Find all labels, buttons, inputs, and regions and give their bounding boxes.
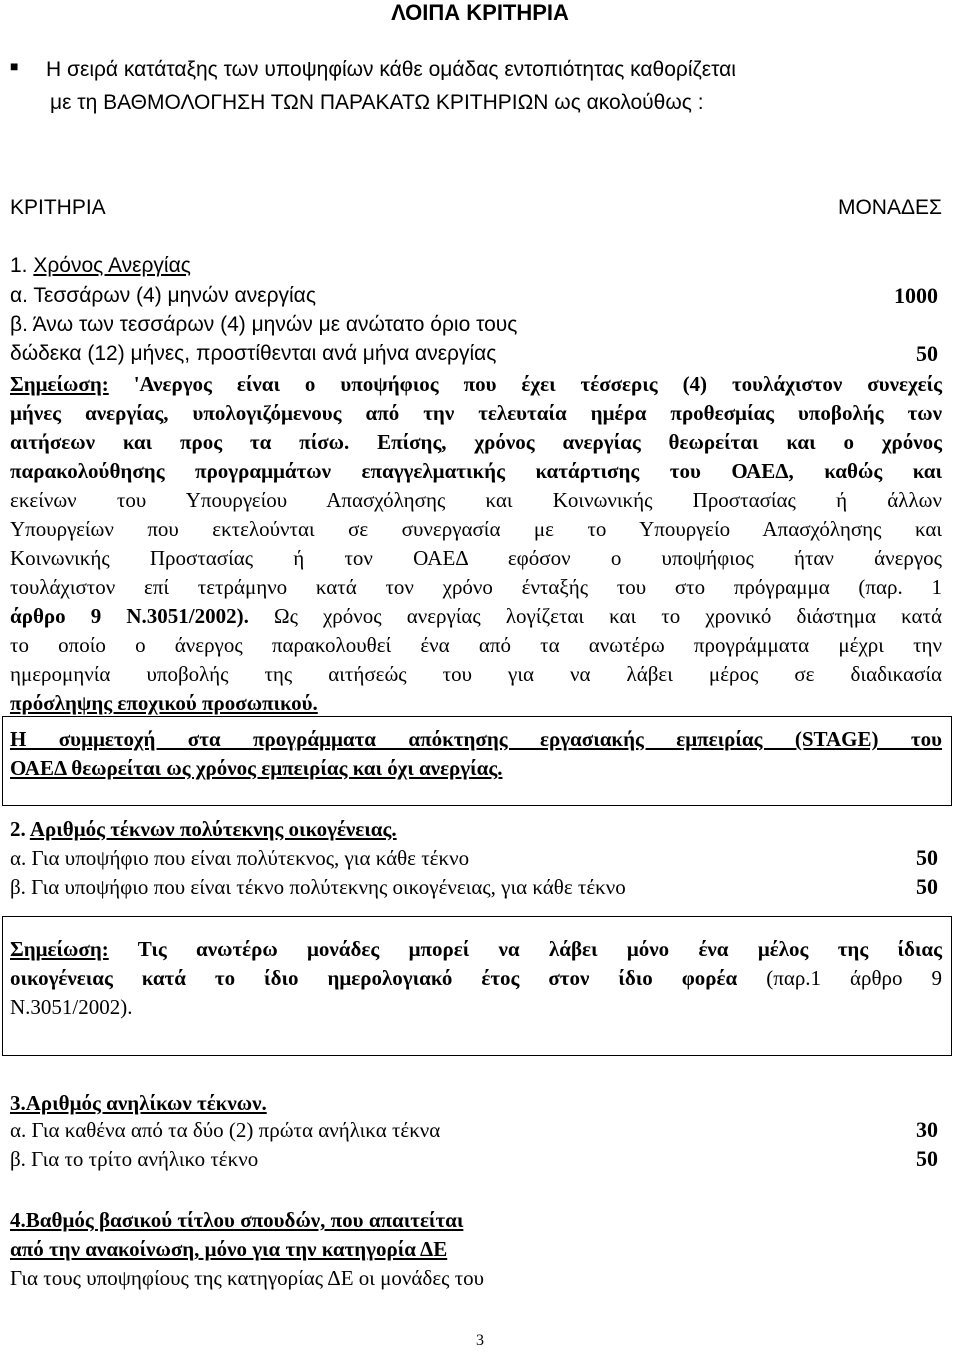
section2-number: 2.	[10, 817, 26, 841]
note1-line-5: εκείνων του Υπουργείου Απασχόλησης και Κοινωνικής Προστασίας ή άλλων	[10, 488, 942, 512]
note2-line-1	[10, 937, 942, 962]
note1-line-3: αιτήσεων και προς τα πίσω. Επίσης, χρόνος ανεργίας θεωρείται και ο χρόνος	[10, 430, 942, 454]
units-heading: ΜΟΝΑΔΕΣ	[837, 196, 942, 219]
note1-line-9-text: Ως χρόνος ανεργίας λογίζεται και το χρονικό διάστημα κατά	[248, 604, 942, 628]
note1-line-6: Υπουργείων που εκτελούνται σε συνεργασία με το Υπουργείο Απασχόλησης και	[10, 517, 942, 541]
section2-item-b: β. Για υποψήφιο που είναι τέκνο πολύτεκνης οικογένειας, για κάθε τέκνο	[10, 875, 626, 899]
section2-title: Αριθμός τέκνων πολύτεκνης οικογένειας.	[29, 817, 397, 841]
section3-item-a-points: 30	[916, 1117, 938, 1142]
section1-item-b-points: 50	[916, 341, 938, 366]
note1-line-12: πρόσληψης εποχικού προσωπικού.	[10, 691, 318, 715]
page-title: ΛΟΙΠΑ ΚΡΙΤΗΡΙΑ	[391, 0, 569, 25]
note2-line-3: Ν.3051/2002).	[10, 995, 133, 1019]
section1-item-a: α. Τεσσάρων (4) μηνών ανεργίας	[10, 284, 316, 307]
section1-item-a-points: 1000	[894, 283, 938, 308]
section2-item-a: α. Για υποψήφιο που είναι πολύτεκνος, για κάθε τέκνο	[10, 846, 470, 870]
note1-line-7: Κοινωνικής Προστασίας ή τον ΟΑΕΔ εφόσον ο υποψήφιος ήταν άνεργος	[10, 546, 942, 570]
section3-item-a: α. Για καθένα από τα δύο (2) πρώτα ανήλικα τέκνα	[10, 1118, 441, 1142]
section4-text-line-1: Για τους υποψηφίους της κατηγορίας ΔΕ οι μονάδες του	[10, 1266, 485, 1290]
note2-line-2	[10, 966, 942, 991]
criteria-heading: ΚΡΙΤΗΡΙΑ	[10, 196, 106, 219]
stage-line-1: Η συμμετοχή στα προγράμματα απόκτησης εργασιακής εμπειρίας (STAGE) του	[10, 727, 942, 751]
note1-line-10: το οποίο ο άνεργος παρακολουθεί ένα από τα ανωτέρω προγράμματα μέχρι την	[10, 633, 942, 657]
section1-title: Χρόνος Ανεργίας	[33, 254, 191, 277]
note2-label: Σημείωση:	[10, 937, 109, 961]
section3-item-b-points: 50	[916, 1146, 938, 1171]
note1-line-1-text: 'Ανεργος είναι ο υποψήφιος που έχει τέσσερις (4) τουλάχιστον συνεχείς	[108, 372, 942, 396]
note2-line-2-bold: οικογένειας κατά το ίδιο ημερολογιακό έτος στον ίδιο φορέα	[10, 966, 738, 990]
section2-item-a-points: 50	[916, 845, 938, 870]
note1-line-11: ημερομηνία υποβολής της αιτήσεώς του για να λάβει μέρος σε διαδικασία	[10, 662, 942, 686]
note1-line-2: μήνες ανεργίας, υπολογιζόμενους από την τελευταία ημέρα προθεσμίας υποβολής των	[10, 401, 942, 425]
bullet-icon: ■	[10, 58, 19, 74]
section2-item-b-points: 50	[916, 874, 938, 899]
stage-line-2: ΟΑΕΔ θεωρείται ως χρόνος εμπειρίας και όχι ανεργίας.	[10, 756, 503, 780]
note1-line-8: τουλάχιστον επί τετράμηνο κατά τον χρόνο ένταξής του στο πρόγραμμα (παρ. 1	[10, 575, 942, 599]
section1-heading	[10, 254, 191, 278]
note1-label: Σημείωση:	[10, 372, 109, 396]
note2-line-1-text: Τις ανωτέρω μονάδες μπορεί να λάβει μόνο ένα μέλος της ίδιας	[108, 937, 942, 961]
section1-item-b-line-2: δώδεκα (12) μήνες, προστίθενται ανά μήνα ανεργίας	[10, 342, 497, 365]
section4-title-line-2: από την ανακοίνωση, μόνο για την κατηγορία ΔΕ	[10, 1237, 448, 1261]
section1-number: 1.	[10, 254, 28, 277]
section2-heading	[10, 817, 397, 842]
section1-item-b-line-1: β. Άνω των τεσσάρων (4) μηνών με ανώτατο όριο τους	[10, 313, 518, 336]
intro-line-2: με τη ΒΑΘΜΟΛΟΓΗΣΗ ΤΩΝ ΠΑΡΑΚΑΤΩ ΚΡΙΤΗΡΙΩΝ ως ακολούθως :	[50, 91, 704, 114]
note1-line-1	[10, 372, 942, 397]
note1-line-9-law: άρθρο 9 Ν.3051/2002).	[10, 604, 249, 628]
note2-line-2-ref: (παρ.1 άρθρο 9	[737, 966, 943, 990]
section4-title-line-1: 4.Βαθμός βασικού τίτλου σπουδών, που απαιτείται	[10, 1208, 464, 1232]
note1-line-9	[10, 604, 942, 629]
note1-line-4: παρακολούθησης προγραμμάτων επαγγελματικής κατάρτισης του ΟΑΕΔ, καθώς και	[10, 459, 942, 483]
section3-title: 3.Αριθμός ανηλίκων τέκνων.	[10, 1091, 267, 1115]
page-number: 3	[476, 1332, 484, 1349]
intro-line-1: Η σειρά κατάταξης των υποψηφίων κάθε ομάδας εντοπιότητας καθορίζεται	[46, 58, 736, 81]
section3-item-b: β. Για το τρίτο ανήλικο τέκνο	[10, 1147, 259, 1171]
